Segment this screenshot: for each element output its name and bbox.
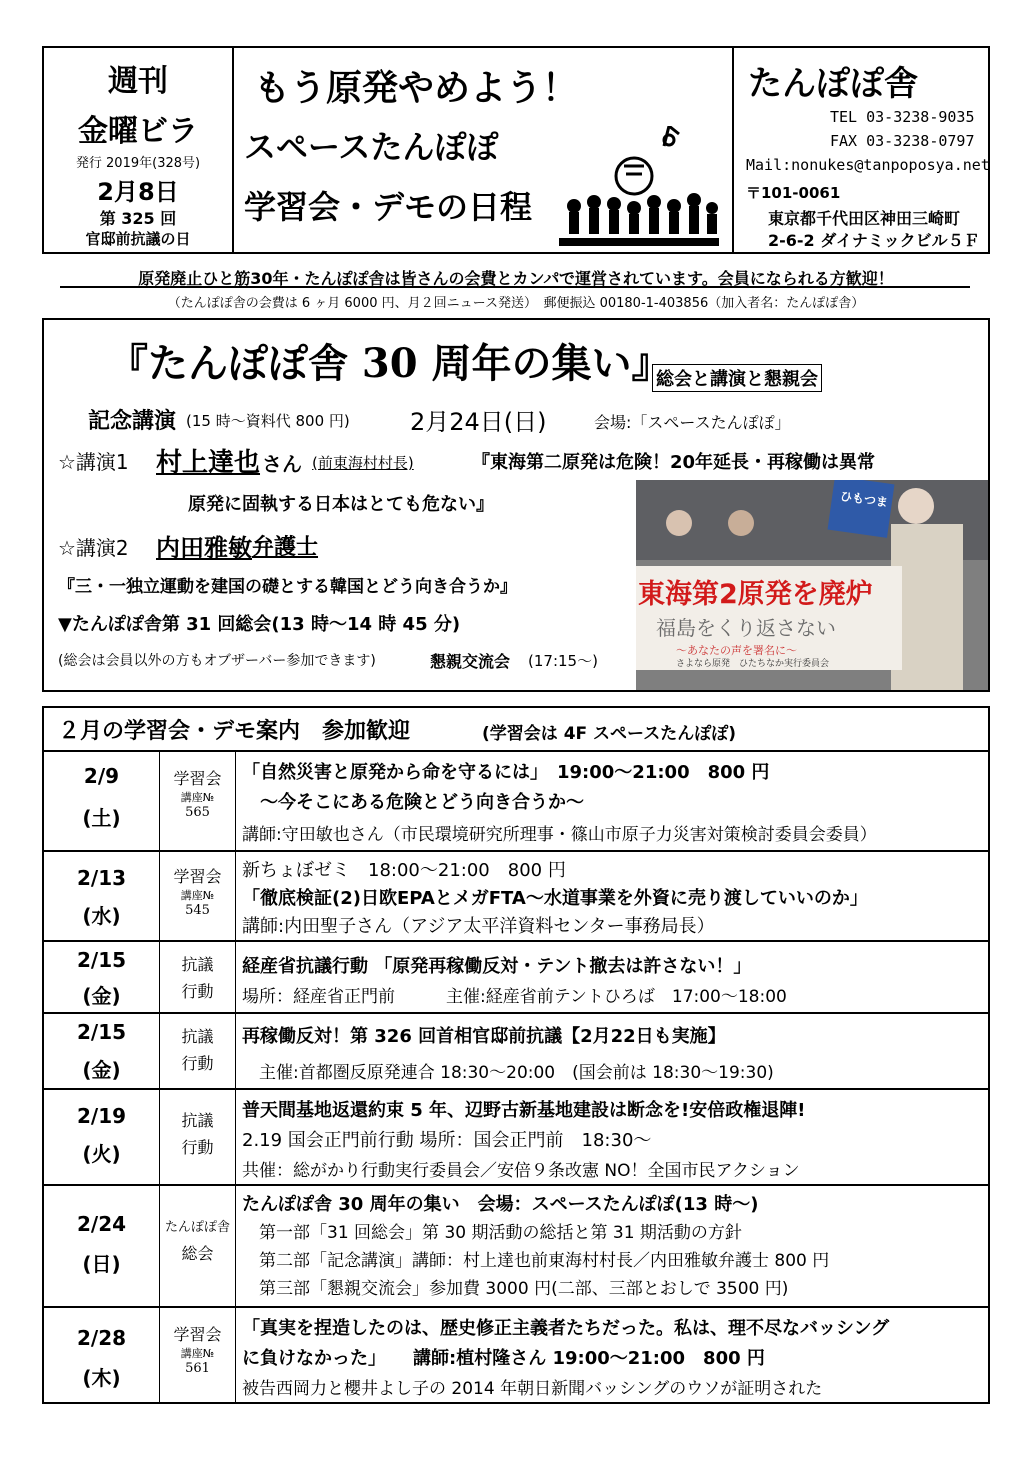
blue-banner: [828, 480, 895, 538]
row-date: 2/13: [76, 866, 127, 890]
assembly-info: ▼たんぽぽ舎第 31 回総会(13 時～14 時 45 分): [58, 614, 461, 635]
row-date: 2/19: [76, 1104, 127, 1128]
type-cell: [160, 1014, 236, 1088]
protest-day-label: 官邸前抗議の日: [85, 230, 191, 248]
detail-cell: [236, 852, 988, 940]
anniversary-event-box: [42, 318, 990, 692]
talk2-title: 『三・一独立運動を建国の礎とする韓国とどう向き合うか』: [58, 577, 517, 597]
rally-photo: [636, 480, 988, 690]
table-row: [44, 1184, 988, 1306]
event-date: 2月24日(日): [410, 408, 547, 436]
event-venue: 会場:「スペースたんぽぽ」: [594, 413, 791, 432]
row-type-2: 行動: [181, 1138, 214, 1157]
detail-line: 第二部「記念講演」講師：村上達也前東海村村長／内田雅敏弁護士 800 円: [242, 1251, 830, 1271]
lecture-label: 記念講演: [88, 409, 177, 434]
talk1-role: (前東海村村長): [312, 454, 414, 472]
table-row: [44, 1012, 988, 1088]
detail-line: 普天間基地返還約束 5 年、辺野古新基地建設は断念を!安倍政権退陣!: [242, 1100, 806, 1121]
row-date: 2/15: [76, 948, 127, 972]
membership-notice: 原発廃止ひと筋30年・たんぽぽ舎は皆さんの会費とカンパで運営されています。会員になられる方歓迎！: [138, 269, 894, 288]
row-type-2: 行動: [181, 1054, 214, 1073]
row-course-label: 講座№: [180, 1347, 215, 1360]
row-type: 抗議: [181, 955, 214, 974]
social-time: (17:15～): [528, 652, 598, 670]
title-panel: [234, 48, 734, 252]
detail-line: 共催：総がかり行動実行委員会／安倍９条改憲 NO！全国市民アクション: [242, 1161, 800, 1181]
table-row: [44, 1306, 988, 1402]
type-cell: [160, 942, 236, 1012]
detail-line: 「自然災害と原発から命を守るには」 19:00～21:00 800 円: [242, 762, 770, 783]
talk2-title-role: 弁護士: [252, 535, 319, 560]
issue-date: 2月8日: [97, 178, 179, 206]
person-head: [728, 510, 754, 536]
schedule-title: ２月の学習会・デモ案内 参加歓迎: [58, 719, 411, 744]
round-number: 第 325 回: [99, 209, 177, 228]
type-cell: [160, 852, 236, 940]
row-date: 2/9: [83, 764, 120, 788]
talk2-speaker: 内田雅敏: [156, 534, 252, 562]
address-line-1: 東京都千代田区神田三崎町: [768, 209, 961, 228]
talk2-prefix: ☆講演2: [58, 536, 129, 560]
lecture-time: (15 時～資料代 800 円): [186, 412, 350, 430]
table-row: [44, 1088, 988, 1184]
social-label: 懇親交流会: [430, 652, 511, 671]
event-subtitle: 総会と講演と懇親会: [652, 364, 822, 392]
header-box: [42, 46, 990, 254]
row-date: 2/15: [76, 1020, 127, 1044]
slogan: もう原発やめよう！: [254, 68, 579, 109]
detail-cell: [236, 1186, 988, 1306]
talk1-speaker: 村上達也: [156, 448, 261, 478]
issue-panel: [44, 48, 234, 252]
detail-line: 被告西岡力と櫻井よし子の 2014 年朝日新聞バッシングのウソが証明された: [242, 1379, 823, 1399]
row-type: たんぽぽ舎: [164, 1220, 230, 1235]
detail-cell: [236, 942, 988, 1012]
person-head: [666, 510, 692, 536]
row-type: 学習会: [173, 769, 222, 788]
talk1-prefix: ☆講演1: [58, 450, 129, 474]
schedule-title-note: (学習会は 4F スペースたんぽぽ): [482, 724, 736, 744]
schedule-table: [42, 706, 990, 1404]
banner-sub-text: 福島をくり返さない: [656, 616, 836, 640]
row-type: 学習会: [173, 1325, 222, 1344]
table-row: [44, 750, 988, 850]
talk1-title-cont: 原発に固執する日本はとても危ない』: [188, 494, 494, 515]
detail-line: 主催:首都圏反原発連合 18:30～20:00 (国会前は 18:30～19:30): [242, 1063, 774, 1083]
row-date: 2/28: [76, 1326, 127, 1350]
detail-line: ～今そこにある危険とどう向き合うか～: [242, 792, 584, 813]
row-weekday: (金): [82, 984, 121, 1008]
address-line-2: 2-6-2 ダイナミックビル５Ｆ: [768, 231, 980, 250]
detail-line: 経産省抗議行動 「原発再稼働反対・テント撤去は許さない！」: [242, 956, 752, 977]
banner-main-text: 東海第2原発を廃炉: [638, 579, 873, 610]
row-course-label: 講座№: [180, 791, 215, 804]
row-type: 抗議: [181, 1111, 214, 1130]
row-type-2: 行動: [181, 982, 214, 1001]
detail-line: 「真実を捏造したのは、歴史修正主義者たちだった。私は、理不尽なバッシング: [242, 1318, 890, 1339]
row-weekday: (木): [82, 1366, 121, 1390]
row-course-label: 講座№: [180, 889, 215, 902]
protest-banner: [636, 566, 902, 670]
postal-code: 〒101-0061: [746, 184, 841, 202]
detail-line: 講師:内田聖子さん（アジア太平洋資料センター事務局長）: [242, 916, 715, 937]
banner-org-text: さよなら原発 ひたちなか実行委員会: [676, 659, 830, 669]
blue-banner-text: ひもつま: [839, 489, 889, 510]
row-weekday: (火): [82, 1142, 121, 1166]
detail-line: 第一部「31 回総会」第 30 期活動の総括と第 31 期活動の方針: [242, 1223, 742, 1243]
talk1-title: 『東海第二原発は危険！20年延長・再稼働は異常: [472, 452, 876, 473]
row-type: 学習会: [173, 867, 222, 886]
row-weekday: (日): [82, 1252, 121, 1276]
date-cell: [44, 1308, 160, 1402]
detail-cell: [236, 1014, 988, 1088]
weekly-label: 週刊: [108, 64, 168, 99]
row-course-number: 545: [185, 903, 210, 918]
row-weekday: (土): [82, 806, 121, 830]
row-course-number: 561: [185, 1361, 210, 1376]
space-name: スペースたんぽぽ: [244, 128, 499, 166]
issue-number: 発行 2019年(328号): [75, 156, 201, 171]
notice-divider: [60, 286, 970, 288]
schedule-heading: 学習会・デモの日程: [244, 188, 533, 226]
mail-address[interactable]: Mail:nonukes@tanpoposya.net: [746, 156, 990, 174]
detail-cell: [236, 1090, 988, 1184]
membership-fee-note: （たんぽぽ舎の会費は 6 ヶ月 6000 円、月２回ニュース発送） 郵便振込 00180-1-403856（加入者名：たんぽぽ舎）: [167, 296, 865, 311]
row-type-2: 総会: [181, 1244, 214, 1263]
talk1-honorific: さん: [262, 452, 302, 476]
row-date: 2/24: [76, 1212, 127, 1236]
detail-line: に負けなかった」 講師:植村隆さん 19:00～21:00 800 円: [242, 1348, 765, 1369]
observer-note: (総会は会員以外の方もオブザーバー参加できます): [58, 653, 376, 669]
detail-cell: [236, 752, 988, 850]
tel-number: TEL 03-3238-9035: [830, 108, 975, 126]
type-cell: [160, 752, 236, 850]
banner-small-text: 〜あなたの声を署名に〜: [676, 644, 797, 657]
org-name: たんぽぽ舎: [748, 64, 918, 104]
table-row: [44, 940, 988, 1012]
date-cell: [44, 1090, 160, 1184]
date-cell: [44, 942, 160, 1012]
type-cell: [160, 1308, 236, 1402]
date-cell: [44, 752, 160, 850]
detail-line: 新ちょぼゼミ 18:00～21:00 800 円: [242, 860, 566, 881]
row-weekday: (金): [82, 1058, 121, 1082]
date-cell: [44, 852, 160, 940]
date-cell: [44, 1014, 160, 1088]
date-cell: [44, 1186, 160, 1306]
row-type: 抗議: [181, 1027, 214, 1046]
table-row: [44, 850, 988, 940]
detail-cell: [236, 1308, 988, 1402]
fax-number: FAX 03-3238-0797: [830, 132, 975, 150]
detail-line: 講師:守田敏也さん（市民環境研究所理事・篠山市原子力災害対策検討委員会委員）: [242, 825, 877, 845]
row-weekday: (水): [82, 904, 121, 928]
detail-line: たんぽぽ舎 30 周年の集い 会場：スペースたんぽぽ(13 時～): [242, 1194, 759, 1215]
row-course-number: 565: [185, 805, 210, 820]
detail-line: 「徹底検証(2)日欧EPAとメガFTA～水道事業を外資に売り渡していいのか」: [242, 888, 868, 909]
detail-line: 第三部「懇親交流会」参加費 3000 円(二部、三部とおしで 3500 円): [242, 1279, 789, 1299]
flyer-label: 金曜ビラ: [78, 114, 198, 149]
crowd-illustration-icon: [554, 126, 724, 248]
speaker-head: [898, 488, 934, 524]
type-cell: [160, 1186, 236, 1306]
event-title: 『たんぽぽ舎 30 周年の集い』: [108, 340, 672, 387]
detail-line: 2.19 国会正門前行動 場所：国会正門前 18:30～: [242, 1130, 652, 1151]
type-cell: [160, 1090, 236, 1184]
contact-panel: [734, 48, 988, 252]
detail-line: 場所：経産省正門前 主催:経産省前テントひろば 17:00～18:00: [242, 987, 787, 1007]
detail-line: 再稼働反対！第 326 回首相官邸前抗議【2月22日も実施】: [242, 1026, 726, 1047]
